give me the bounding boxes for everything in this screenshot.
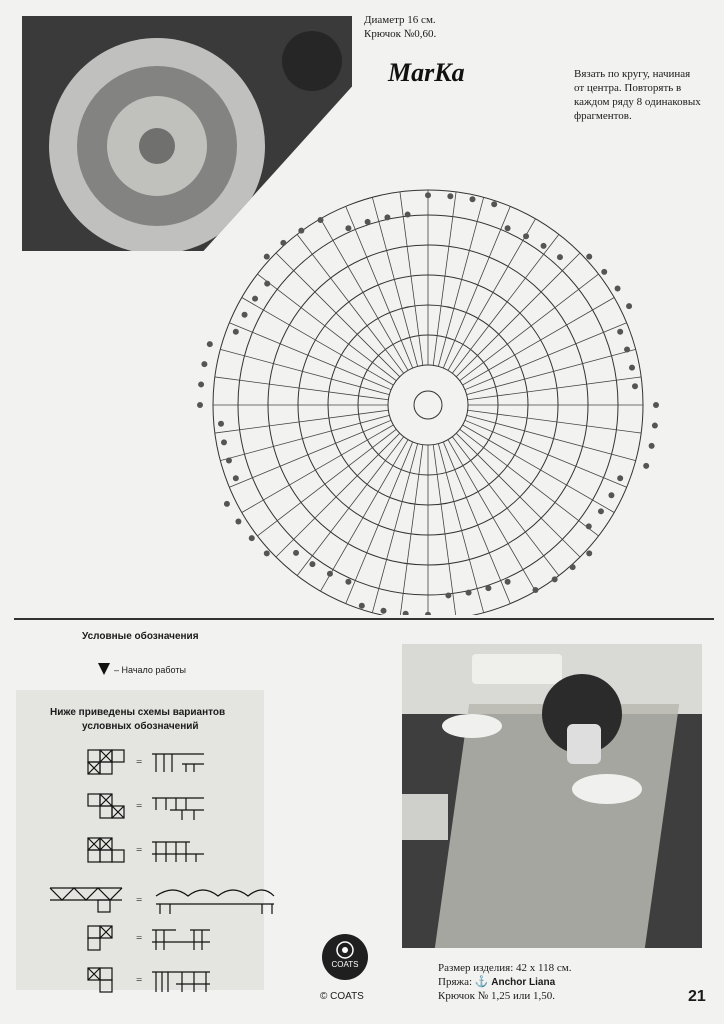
symbol-row-5 <box>86 924 216 956</box>
diagram-spoke <box>242 425 394 513</box>
coats-logo <box>322 934 368 980</box>
equals-sign: = <box>136 844 143 856</box>
product-hook: Крючок № 1,25 или 1,50. <box>438 990 556 1002</box>
symbol-row-3-art <box>86 836 216 868</box>
down-arrow-icon <box>98 663 110 675</box>
diagram-picot <box>485 585 491 591</box>
diagram-spoke <box>448 440 536 592</box>
crochet-diagram <box>140 115 720 615</box>
symbol-row-6-art <box>86 966 216 998</box>
diagram-spoke <box>276 253 400 377</box>
diagram-picot <box>617 329 623 335</box>
symbol-row-4 <box>48 884 278 918</box>
yarn-brand: Anchor Liana <box>491 977 556 988</box>
diagram-picot <box>649 443 655 449</box>
equals-sign: = <box>136 932 143 944</box>
diagram-spoke <box>321 440 409 592</box>
equals-sign: = <box>136 756 143 768</box>
diagram-picot <box>629 365 635 371</box>
section-divider <box>14 618 714 620</box>
diagram-picot <box>586 550 592 556</box>
coats-logo-text: COATS <box>331 960 359 969</box>
start-label: – Начало работы <box>114 665 186 675</box>
diagram-picot <box>318 217 324 223</box>
diagram-picot <box>505 579 511 585</box>
crochet-diagram-svg <box>140 115 720 615</box>
symbol-row-6 <box>86 966 216 998</box>
diagram-spoke <box>229 420 391 487</box>
photo-vase <box>567 724 601 764</box>
diagram-picot <box>242 312 248 318</box>
diagram-picot <box>617 475 623 481</box>
diagram-picot <box>235 519 241 525</box>
photo-cup-right <box>572 774 642 804</box>
diagram-spoke <box>321 219 409 371</box>
legend-title: Условные обозначения <box>82 631 199 642</box>
diagram-picot <box>653 402 659 408</box>
diagram-picot <box>586 523 592 529</box>
instructions-line4: фрагментов. <box>574 110 632 122</box>
diagram-spoke <box>463 425 615 513</box>
diagram-picot <box>523 233 529 239</box>
diagram-spoke <box>276 433 400 557</box>
diagram-picot <box>608 492 614 498</box>
diagram-picot <box>466 590 472 596</box>
diagram-picot <box>293 550 299 556</box>
instructions-line3: каждом ряду 8 одинаковых <box>574 96 701 108</box>
diagram-picot <box>601 269 607 275</box>
symbol-row-1 <box>86 748 216 780</box>
diagram-spoke <box>465 323 627 390</box>
diagram-spoke <box>443 206 510 368</box>
diagram-picot <box>264 281 270 287</box>
diagram-picot <box>252 296 258 302</box>
photo-chair <box>472 654 562 684</box>
diagram-picot <box>570 564 576 570</box>
symbol-row-4-art <box>48 884 278 918</box>
diagram-picot <box>532 587 538 593</box>
diagram-picot <box>365 219 371 225</box>
diagram-picot <box>469 196 475 202</box>
diagram-picot <box>505 225 511 231</box>
diagram-picot <box>425 192 431 198</box>
symbol-row-2-art <box>86 792 216 824</box>
diagram-spoke <box>443 442 510 604</box>
product-yarn <box>438 976 555 989</box>
diagram-picot <box>221 439 227 445</box>
product-size: Размер изделия: 42 х 118 см. <box>438 962 572 974</box>
diagram-picot <box>345 225 351 231</box>
symbol-row-5-art <box>86 924 216 956</box>
diagram-picot <box>491 201 497 207</box>
hook-top-text: Крючок №0,60. <box>364 28 437 40</box>
diagram-picot <box>624 346 630 352</box>
diagram-picot <box>327 571 333 577</box>
coats-logo-emblem <box>322 934 368 980</box>
diagram-picot <box>233 475 239 481</box>
watermark-logo: MarKa <box>388 58 465 87</box>
diagram-picot <box>403 611 409 615</box>
diagram-picot <box>381 608 387 614</box>
diagram-picot <box>298 228 304 234</box>
diagram-picot <box>541 243 547 249</box>
equals-sign: = <box>136 894 143 906</box>
diagram-picot <box>632 383 638 389</box>
diagram-picot <box>224 501 230 507</box>
diagram-spoke <box>229 323 391 390</box>
instructions-line1: Вязать по кругу, начиная <box>574 68 691 80</box>
diagram-spoke <box>463 298 615 386</box>
copyright-text: © COATS <box>320 991 364 1002</box>
diagram-picot <box>280 240 286 246</box>
diagram-picot <box>359 603 365 609</box>
diagram-picot <box>201 361 207 367</box>
diagram-picot <box>264 550 270 556</box>
diagram-picot <box>207 341 213 347</box>
diagram-picot <box>405 212 411 218</box>
diagram-picot <box>586 254 592 260</box>
table-runner-photo <box>402 644 702 948</box>
equals-sign: = <box>136 800 143 812</box>
diagram-picot <box>345 579 351 585</box>
diagram-spoke <box>448 219 536 371</box>
symbol-row-1-art <box>86 748 216 780</box>
diagram-picot <box>447 193 453 199</box>
diameter-text: Диаметр 16 см. <box>364 14 436 26</box>
diagram-picot <box>557 254 563 260</box>
diagram-picot <box>233 329 239 335</box>
variants-title-2: условных обозначений <box>82 721 199 732</box>
diagram-picot <box>425 612 431 615</box>
diagram-picot <box>643 463 649 469</box>
photo-card <box>402 794 448 840</box>
diagram-picot <box>198 381 204 387</box>
variants-title-1: Ниже приведены схемы вариантов <box>50 707 226 718</box>
diagram-picot <box>309 561 315 567</box>
diagram-picot <box>652 423 658 429</box>
diagram-spoke <box>242 298 394 386</box>
diagram-picot <box>226 458 232 464</box>
anchor-icon: ⚓ <box>474 976 489 988</box>
yarn-label: Пряжа: <box>438 976 473 988</box>
diagram-picot <box>598 508 604 514</box>
diagram-picot <box>249 535 255 541</box>
diagram-picot <box>626 303 632 309</box>
page-number: 21 <box>688 988 706 1005</box>
diagram-picot <box>445 592 451 598</box>
diagram-spoke <box>465 420 627 487</box>
diagram-picot <box>552 576 558 582</box>
symbol-row-3 <box>86 836 216 868</box>
symbol-row-2 <box>86 792 216 824</box>
diagram-picot <box>197 402 203 408</box>
diagram-picot <box>218 421 224 427</box>
diagram-picot <box>384 214 390 220</box>
diagram-spoke <box>346 442 413 604</box>
photo-cup-left <box>442 714 502 738</box>
equals-sign: = <box>136 974 143 986</box>
diagram-picot <box>264 254 270 260</box>
diagram-spoke <box>456 253 580 377</box>
diagram-picot <box>615 285 621 291</box>
diagram-spoke <box>346 206 413 368</box>
instructions-line2: от центра. Повторять в <box>574 82 682 94</box>
diagram-spoke <box>456 433 580 557</box>
